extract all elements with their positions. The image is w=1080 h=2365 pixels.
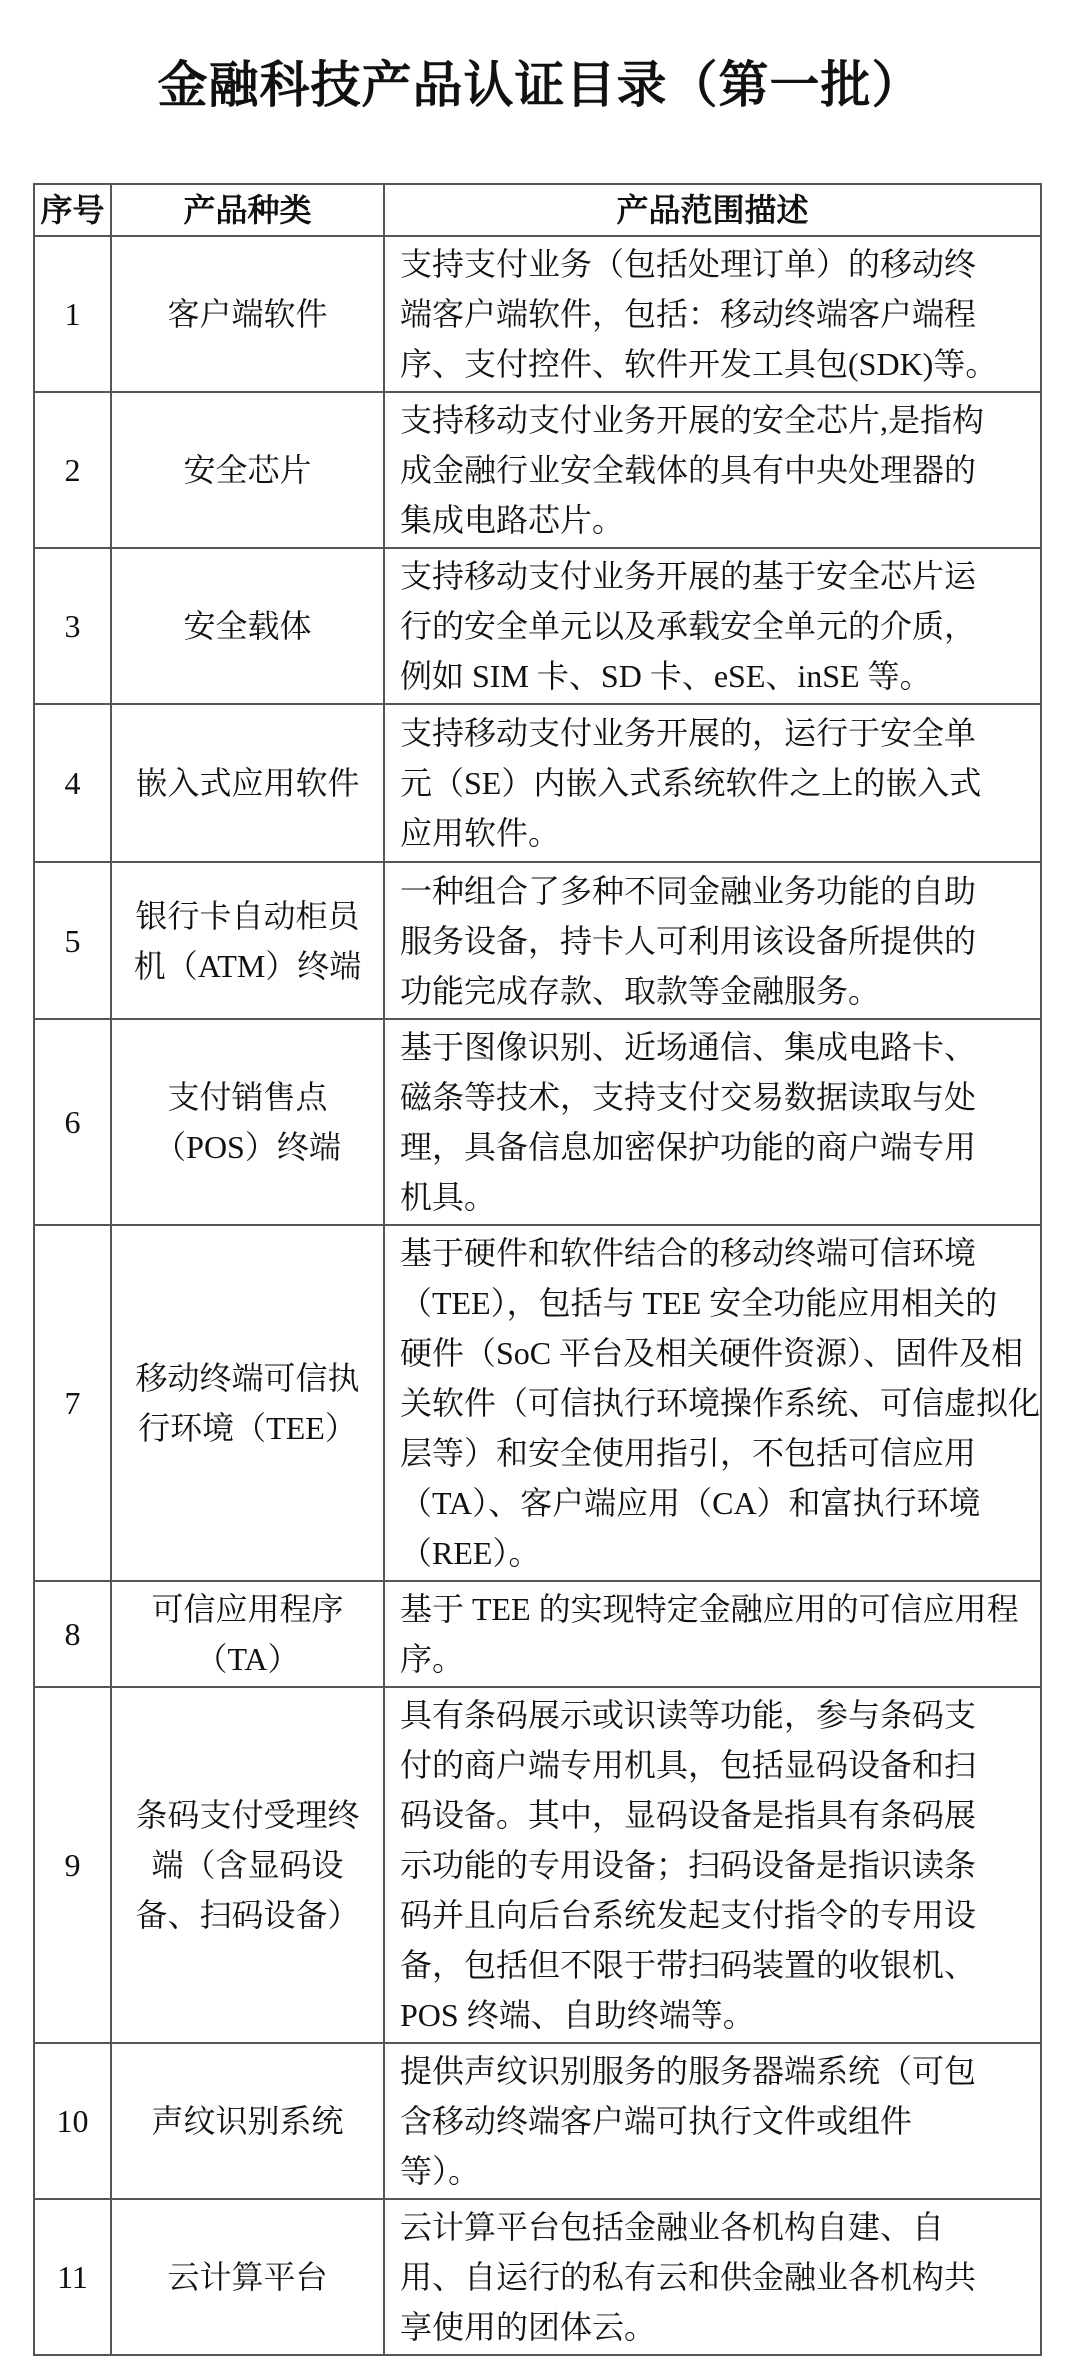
description-line: 示功能的专用设备；扫码设备是指识读条 <box>400 1847 977 1883</box>
row-number: 10 <box>34 2043 111 2199</box>
product-description <box>384 2199 1041 2355</box>
category-line: 备、扫码设备） <box>135 1897 360 1933</box>
description-line: 理，具备信息加密保护功能的商户端专用 <box>400 1129 977 1165</box>
category-line: 机（ATM）终端 <box>133 947 362 984</box>
description-line: 功能完成存款、取款等金融服务。 <box>400 972 881 1009</box>
description-line: 云计算平台包括金融业各机构自建、自 <box>400 2209 945 2245</box>
category-line: 安全载体 <box>183 608 312 644</box>
description-line: 集成电路芯片。 <box>400 502 625 538</box>
product-catalog-table <box>33 183 1042 2356</box>
product-description <box>384 1687 1041 2043</box>
category-line: 可信应用程序 <box>151 1591 344 1627</box>
row-number: 1 <box>34 236 111 392</box>
description-line: 序、支付控件、软件开发工具包(SDK)等。 <box>400 346 998 382</box>
product-description <box>384 704 1041 862</box>
table-row <box>34 1687 1041 2043</box>
product-description <box>384 2043 1041 2199</box>
description-line: 码设备。其中，显码设备是指具有条码展 <box>400 1797 977 1833</box>
product-category <box>111 2043 384 2199</box>
description-line: 行的安全单元以及承载安全单元的介质， <box>400 608 977 644</box>
description-line: 一种组合了多种不同金融业务功能的自助 <box>400 872 977 909</box>
row-number: 4 <box>34 704 111 862</box>
product-category <box>111 1581 384 1687</box>
category-line: 支付销售点 <box>167 1079 328 1115</box>
description-line: 元（SE）内嵌入式系统软件之上的嵌入式 <box>400 765 982 801</box>
category-line: 银行卡自动柜员 <box>135 897 360 934</box>
description-line: 提供声纹识别服务的服务器端系统（可包 <box>400 2053 977 2089</box>
description-line: 支持支付业务（包括处理订单）的移动终 <box>400 246 977 282</box>
table-row <box>34 704 1041 862</box>
description-line: 享使用的团体云。 <box>400 2309 657 2345</box>
description-line: （TEE），包括与 TEE 安全功能应用相关的 <box>400 1285 998 1321</box>
category-line: 客户端软件 <box>167 296 328 332</box>
table-row <box>34 548 1041 704</box>
product-category <box>111 392 384 548</box>
description-line: 序。 <box>400 1641 465 1677</box>
header-description: 产品范围描述 <box>384 184 1041 236</box>
description-line: 磁条等技术，支持支付交易数据读取与处 <box>400 1079 977 1115</box>
description-line: 关软件（可信执行环境操作系统、可信虚拟化 <box>400 1385 1041 1421</box>
description-line: 支持移动支付业务开展的安全芯片,是指构 <box>400 402 985 438</box>
description-line: POS 终端、自助终端等。 <box>400 1997 755 2033</box>
product-category <box>111 236 384 392</box>
category-line: 嵌入式应用软件 <box>135 765 360 801</box>
product-description <box>384 236 1041 392</box>
description-line: 具有条码展示或识读等功能，参与条码支 <box>400 1697 977 1733</box>
description-line: 端客户端软件，包括：移动终端客户端程 <box>400 296 977 332</box>
row-number: 3 <box>34 548 111 704</box>
product-category <box>111 548 384 704</box>
description-line: 层等）和安全使用指引，不包括可信应用 <box>400 1435 977 1471</box>
row-number: 5 <box>34 862 111 1019</box>
table-row <box>34 1581 1041 1687</box>
row-number: 11 <box>34 2199 111 2355</box>
category-line: （TA） <box>195 1641 300 1677</box>
product-category <box>111 1019 384 1225</box>
category-line: （POS）终端 <box>154 1129 341 1165</box>
category-line: 端（含显码设 <box>151 1847 344 1883</box>
description-line: 服务设备，持卡人可利用该设备所提供的 <box>400 922 977 959</box>
description-line: （REE）。 <box>400 1535 541 1571</box>
product-description <box>384 1581 1041 1687</box>
table-row <box>34 392 1041 548</box>
table-row <box>34 2043 1041 2199</box>
table-row <box>34 862 1041 1019</box>
table-row <box>34 236 1041 392</box>
row-number: 6 <box>34 1019 111 1225</box>
description-line: 硬件（SoC 平台及相关硬件资源）、固件及相 <box>400 1335 1024 1371</box>
description-line: 支持移动支付业务开展的基于安全芯片运 <box>400 558 977 594</box>
description-line: 等）。 <box>400 2153 481 2189</box>
description-line: 基于硬件和软件结合的移动终端可信环境 <box>400 1235 977 1271</box>
description-line: 付的商户端专用机具，包括显码设备和扫 <box>400 1747 977 1783</box>
description-line: 例如 SIM 卡、SD 卡、eSE、inSE 等。 <box>400 658 932 694</box>
description-line: 成金融行业安全载体的具有中央处理器的 <box>400 452 977 488</box>
product-description <box>384 862 1041 1019</box>
row-number: 7 <box>34 1225 111 1581</box>
category-line: 云计算平台 <box>167 2259 328 2295</box>
table-row <box>34 1019 1041 1225</box>
description-line: 应用软件。 <box>400 815 561 851</box>
row-number: 8 <box>34 1581 111 1687</box>
category-line: 行环境（TEE） <box>138 1410 357 1446</box>
header-category: 产品种类 <box>111 184 384 236</box>
description-line: 支持移动支付业务开展的，运行于安全单 <box>400 715 977 751</box>
category-line: 声纹识别系统 <box>151 2103 344 2139</box>
table-header-row <box>34 184 1041 236</box>
table-row <box>34 1225 1041 1581</box>
product-description <box>384 392 1041 548</box>
row-number: 2 <box>34 392 111 548</box>
description-line: 码并且向后台系统发起支付指令的专用设 <box>400 1897 977 1933</box>
product-category <box>111 2199 384 2355</box>
product-description <box>384 1225 1041 1581</box>
product-category <box>111 1687 384 2043</box>
page-title: 金融科技产品认证目录（第一批） <box>157 57 923 113</box>
product-description <box>384 1019 1041 1225</box>
product-category <box>111 862 384 1019</box>
product-description <box>384 548 1041 704</box>
category-line: 安全芯片 <box>183 452 312 488</box>
row-number: 9 <box>34 1687 111 2043</box>
product-category <box>111 704 384 862</box>
table-row <box>34 2199 1041 2355</box>
description-line: （TA）、客户端应用（CA）和富执行环境 <box>400 1485 981 1521</box>
description-line: 用、自运行的私有云和供金融业各机构共 <box>400 2259 977 2295</box>
description-line: 机具。 <box>400 1179 497 1215</box>
product-category <box>111 1225 384 1581</box>
category-line: 移动终端可信执 <box>135 1360 360 1396</box>
description-line: 基于 TEE 的实现特定金融应用的可信应用程 <box>400 1591 1019 1627</box>
category-line: 条码支付受理终 <box>135 1797 360 1833</box>
description-line: 基于图像识别、近场通信、集成电路卡、 <box>400 1029 977 1065</box>
description-line: 含移动终端客户端可执行文件或组件 <box>400 2103 913 2139</box>
header-number: 序号 <box>34 184 111 236</box>
description-line: 备，包括但不限于带扫码装置的收银机、 <box>400 1947 977 1983</box>
